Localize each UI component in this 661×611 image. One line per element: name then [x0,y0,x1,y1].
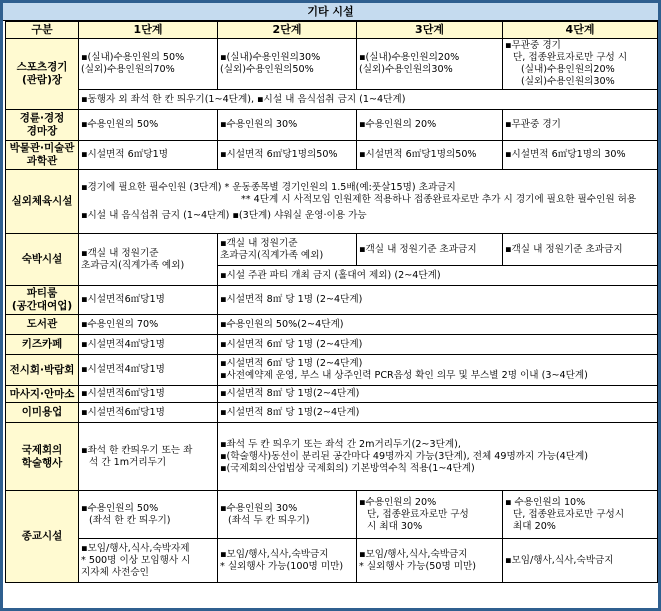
category-museum [6,141,79,170]
museum-stage-3: ▪시설면적 6㎡당1명의50% [357,141,503,170]
cell-line: ▪수용인원의 20% [359,496,437,508]
religion-event-stage-2 [218,539,357,583]
category-conference [6,423,79,491]
cell-line: ▪객실 내 정원기준 [220,237,298,249]
cell-line: (좌석 두 칸 띄우기) [228,514,310,526]
cell-line: ▪수용인원의 30% [220,502,298,514]
category-expo: 전시회·박람회 [6,355,79,386]
table-row [6,335,658,355]
table-row [6,386,658,403]
cell-line: (실내)수용인원의20% [521,64,615,75]
cell-line: ▪시설면적 6㎡ 당 1명 (2~4단계) [220,358,363,369]
category-massage: 마사지·안마소 [6,386,79,403]
lodging-common: ▪시설 주관 파티 개최 금지 (홀대여 제외) (2~4단계) [218,266,658,286]
religion-stage-4 [503,491,658,539]
cell-line: ▪모임/행사,식사,숙박금지 [359,548,468,560]
religion-stage-2 [218,491,357,539]
sports-stage-1 [79,39,218,90]
cell-line: (실외)수용인원의50% [220,64,314,75]
cell-line: ▪경기에 필요한 필수인원 (3단계) * 운동종목별 경기인원의 1.5배(예:풋살15명) 초과금지 [81,181,456,193]
library-stage-1: ▪수용인원의 70% [79,315,218,335]
cell-line: 단, 접종완료자로만 구성 [367,508,469,520]
cell-line: ▪시설 내 음식섭취 금지 (1~4단계) ▪(3단계) 샤워실 운영·이용 가능 [81,209,367,221]
race-stage-3: ▪수용인원의 20% [357,110,503,141]
category-library: 도서관 [6,315,79,335]
table-row [6,39,658,90]
cell-line: (좌석 한 칸 띄우기) [89,514,171,526]
library-stage-2-4: ▪수용인원의 50%(2~4단계) [218,315,658,335]
cell-line: * 500명 이상 모임행사 시 지자체 사전승인 [81,554,191,578]
category-religion: 종교시설 [6,491,79,583]
cell-line: ▪(국제회의산업법상 국제회의) 기본방역수칙 적용(1~4단계) [220,462,475,474]
religion-event-stage-1 [79,539,218,583]
cell-line: 시 최대 30% [367,520,423,532]
table-title: 기타 시설 [3,3,658,21]
table-row [6,90,658,110]
lodging-stage-2 [218,234,357,266]
cell-line: 단, 접종완료자로만 구성시 [513,508,625,520]
race-stage-4: ▪무관중 경기 [503,110,658,141]
table-row [6,403,658,423]
expo-stage-1: ▪시설면적4㎡당1명 [79,355,218,386]
kids-stage-2-4: ▪시설면적 6㎡ 당 1명 (2~4단계) [218,335,658,355]
category-label: 국제회의 학술행사 [21,443,63,469]
museum-stage-2: ▪시설면적 6㎡당1명의50% [218,141,357,170]
table-row [6,315,658,335]
header-stage-2: 2단계 [218,22,357,39]
category-kids: 키즈카페 [6,335,79,355]
cell-line: 최대 20% [513,520,556,532]
cell-line: ▪좌석 두 칸 띄우기 또는 좌석 간 2m거리두기(2~3단계), [220,438,461,450]
category-party [6,286,79,315]
conference-stage-1 [79,423,218,491]
cell-line: ▪무관중 경기 [505,40,561,51]
museum-stage-4: ▪시설면적 6㎡당1명의 30% [503,141,658,170]
table-row [6,234,658,266]
lodging-stage-1 [79,234,218,286]
race-stage-2: ▪수용인원의 30% [218,110,357,141]
massage-stage-2-4: ▪시설면적 8㎡ 당 1명(2~4단계) [218,386,658,403]
table-row [6,423,658,491]
expo-stage-2-4 [218,355,658,386]
category-label: 파티룸 (공간대여업) [11,287,73,312]
category-lodging: 숙박시설 [6,234,79,286]
cell-line: ▪ 수용인원의 10% [505,496,586,508]
sports-stage-3 [357,39,503,90]
category-label: 박물관·미술관 과학관 [9,142,75,167]
category-beauty: 이미용업 [6,403,79,423]
party-stage-2-4: ▪시설면적 8㎡ 당 1명 (2~4단계) [218,286,658,315]
cell-line: ▪모임/행사,식사,숙박자제 [81,542,190,554]
religion-stage-1 [79,491,218,539]
cell-line: ▪(실내)수용인원의20% [359,52,460,63]
cell-line: 단, 접종완료자로만 구성 시 [513,52,628,63]
category-outdoor: 실외체육시설 [6,170,79,234]
cell-line: ▪좌석 한 칸띄우기 또는 좌 [81,444,193,456]
cell-line: ▪수용인원의 50% [81,502,159,514]
religion-event-stage-4: ▪모임/행사,식사,숙박금지 [503,539,658,583]
sports-common: ▪동행자 외 좌석 한 칸 띄우기(1~4단계), ▪시설 내 음식섭취 금지 (1~4단계) [79,90,658,110]
cell-line: ▪(실내)수용인원의 50% [81,52,185,63]
header-stage-4: 4단계 [503,22,658,39]
cell-line: 초과금지(직계가족 예외) [220,249,324,261]
cell-line: * 실외행사 가능(50명 미만) [359,560,477,572]
table-row [6,286,658,315]
religion-event-stage-3 [357,539,503,583]
cell-line: (실외)수용인원의30% [521,76,615,87]
header-stage-3: 3단계 [357,22,503,39]
header-category: 구분 [6,22,79,39]
cell-line: ** 4단계 시 사적모임 인원제한 적용하나 접종완료자로만 추가 시 경기에 필요한 필수인원 허용 [241,193,637,205]
cell-line: (실외)수용인원의70% [81,64,175,75]
religion-stage-3 [357,491,503,539]
beauty-stage-1: ▪시설면적6㎡당1명 [79,403,218,423]
lodging-stage-4: ▪객실 내 정원기준 초과금지 [503,234,658,266]
sports-stage-4 [503,39,658,90]
cell-line: (실외)수용인원의30% [359,64,453,75]
beauty-stage-2-4: ▪시설면적 8㎡ 당 1명(2~4단계) [218,403,658,423]
cell-line: ▪객실 내 정원기준 [81,247,159,259]
table-row [6,539,658,583]
party-stage-1: ▪시설면적6㎡당1명 [79,286,218,315]
cell-line: 초과금지(직계가족 예외) [81,259,185,271]
facility-rules-table [5,21,658,583]
massage-stage-1: ▪시설면적6㎡당1명 [79,386,218,403]
cell-line: ▪(실내)수용인원의30% [220,52,321,63]
conference-stage-2-4 [218,423,658,491]
table-row [6,170,658,234]
lodging-stage-3: ▪객실 내 정원기준 초과금지 [357,234,503,266]
outdoor-rules [79,170,658,234]
category-sports [6,39,79,110]
header-stage-1: 1단계 [79,22,218,39]
race-stage-1: ▪수용인원의 50% [79,110,218,141]
cell-line: * 실외행사 가능(100명 미만) [220,560,344,572]
category-label: 스포츠경기 (관람)장 [16,61,68,86]
table-row [6,491,658,539]
cell-line: ▪(학술행사)동선이 분리된 공간마다 49명까지 가능(3단계), 전체 49명까지 가능(4단계) [220,450,589,462]
museum-stage-1: ▪시설면적 6㎡당1명 [79,141,218,170]
table-row [6,110,658,141]
table-row [6,141,658,170]
sports-stage-2 [218,39,357,90]
cell-line: 석 간 1m거리두기 [89,456,167,468]
category-race [6,110,79,141]
table-row [6,355,658,386]
header-row [6,22,658,39]
kids-stage-1: ▪시설면적4㎡당1명 [79,335,218,355]
cell-line: ▪모임/행사,식사,숙박금지 [220,548,329,560]
category-label: 경륜·경정 경마장 [19,112,65,137]
cell-line: ▪사전예약제 운영, 부스 내 상주인력 PCR음성 확인 의무 및 부스별 2명 이내 (3~4단계) [220,370,588,381]
